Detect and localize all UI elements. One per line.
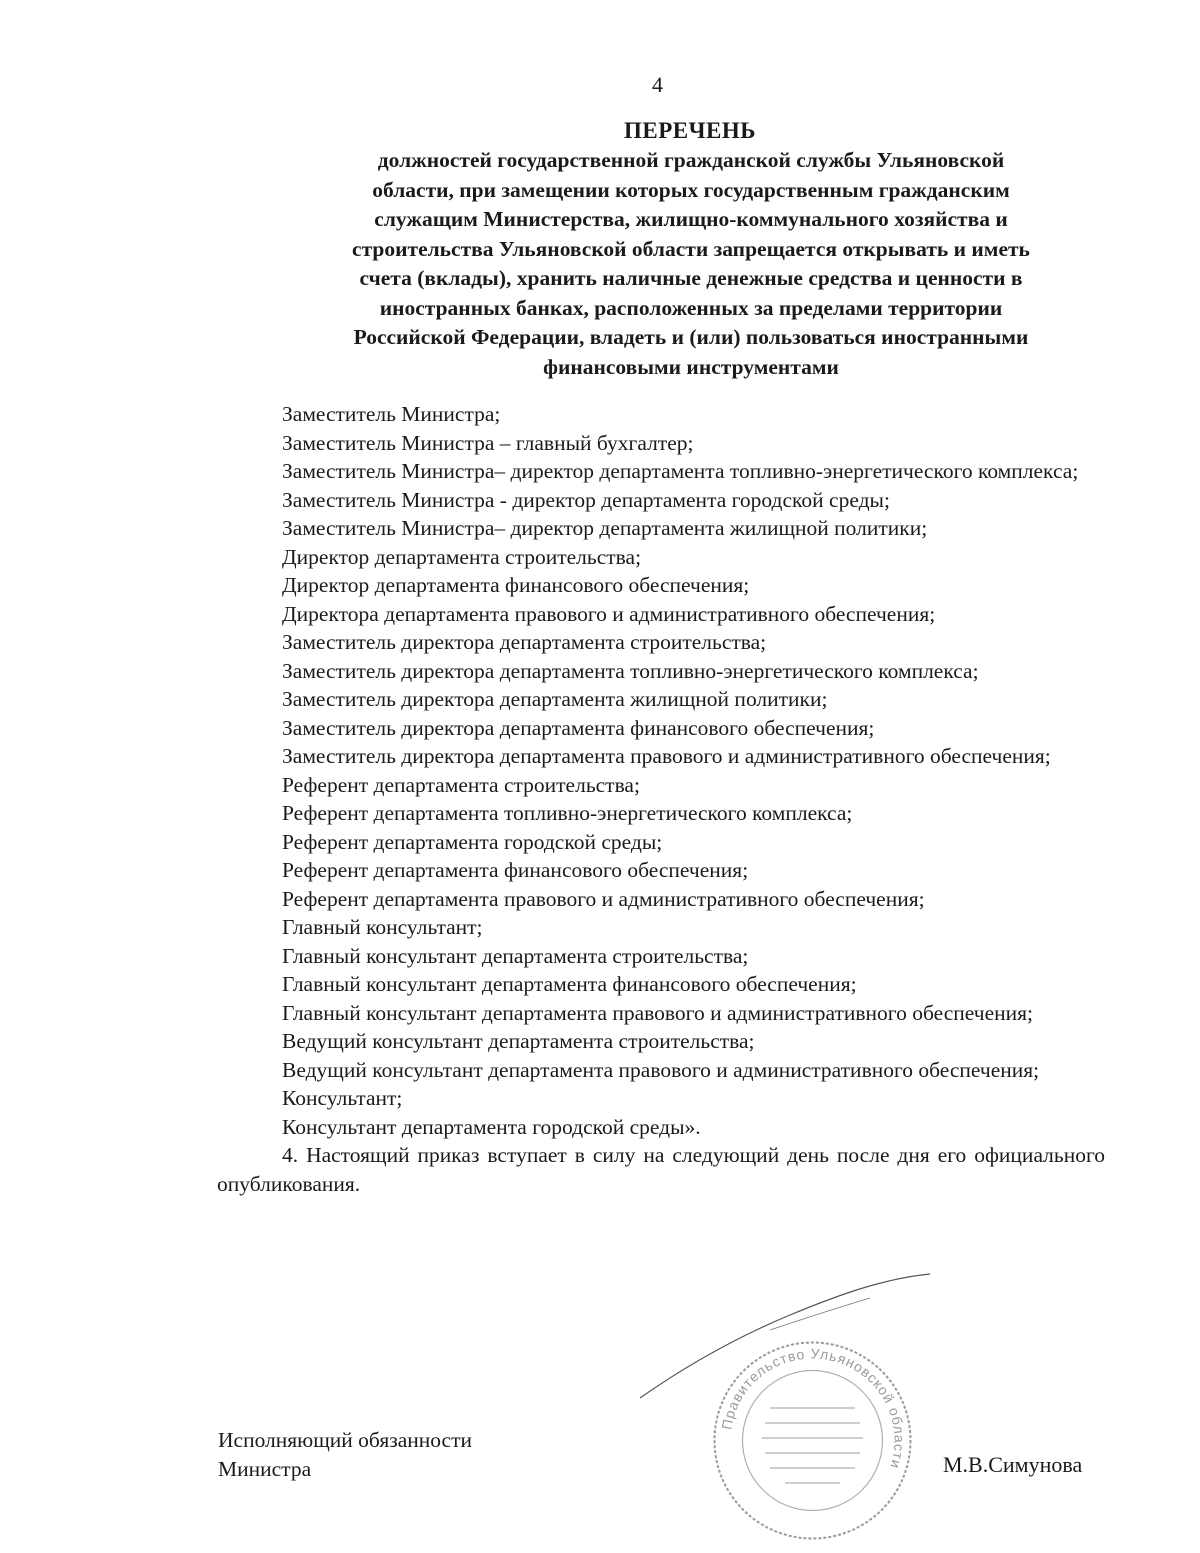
position-item: Ведущий консультант департамента строительства; <box>282 1029 755 1053</box>
position-item: Заместитель директора департамента топливно-энергетического комплекса; <box>282 658 979 683</box>
subtitle-line: должностей государственной гражданской службы Ульяновской <box>377 148 1005 172</box>
position-item: Заместитель Министра – главный бухгалтер; <box>282 430 694 455</box>
position-item: Директор департамента финансового обеспечения; <box>282 573 750 597</box>
position-item: Консультант; <box>282 1086 403 1110</box>
position-item: Главный консультант департамента строительства; <box>282 943 749 968</box>
position-item: Референт департамента строительства; <box>282 772 640 797</box>
document-title: ПЕРЕЧЕНЬ <box>624 118 756 143</box>
document-subtitle <box>270 146 1112 382</box>
position-item: Главный консультант департамента финансового обеспечения; <box>282 972 857 996</box>
position-item: Референт департамента правового и административного обеспечения; <box>282 886 925 911</box>
position-item: Ведущий консультант департамента правового и административного обеспечения; <box>282 1057 1040 1082</box>
position-item: Консультант департамента городской среды». <box>282 1114 701 1139</box>
signature-role-line: Исполняющий обязанности <box>218 1428 472 1452</box>
position-item: Референт департамента городской среды; <box>282 829 663 854</box>
subtitle-line: счета (вклады), хранить наличные денежные средства и ценности в <box>359 266 1023 290</box>
signature-role <box>218 1426 472 1484</box>
signature-role-line: Министра <box>218 1457 312 1481</box>
subtitle-line: иностранных банках, расположенных за пределами территории <box>379 295 1003 320</box>
position-item: Директора департамента правового и административного обеспечения; <box>282 601 936 626</box>
subtitle-line: служащим Министерства, жилищно-коммунального хозяйства и <box>374 207 1008 231</box>
position-item: Заместитель директора департамента правового и административного обеспечения; <box>282 744 1051 768</box>
official-seal <box>710 1338 915 1543</box>
position-item: Заместитель Министра; <box>282 402 501 426</box>
subtitle-line: Российской Федерации, владеть и (или) пользоваться иностранными <box>353 325 1029 349</box>
signatory-name: М.В.Симунова <box>943 1452 1083 1477</box>
position-item: Референт департамента финансового обеспечения; <box>282 858 749 882</box>
position-item: Главный консультант; <box>282 915 483 939</box>
position-item: Референт департамента топливно-энергетического комплекса; <box>282 801 853 825</box>
positions-list <box>217 400 1105 1198</box>
position-item: Заместитель директора департамента финансового обеспечения; <box>282 715 875 740</box>
position-item: Главный консультант департамента правового и административного обеспечения; <box>282 1000 1033 1025</box>
position-item: Заместитель Министра - директор департамента городской среды; <box>282 487 890 512</box>
subtitle-line: области, при замещении которых государственным гражданским <box>372 177 1010 202</box>
closing-clause: 4. Настоящий приказ вступает в силу на следующий день после дня его официального опубликования. <box>217 1143 1105 1196</box>
position-item: Заместитель директора департамента жилищной политики; <box>282 687 828 711</box>
seal-text: Правительство Ульяновской области <box>718 1345 908 1472</box>
position-item: Заместитель Министра– директор департамента топливно-энергетического комплекса; <box>282 459 1079 483</box>
subtitle-line: строительства Ульяновской области запрещается открывать и иметь <box>352 236 1030 261</box>
position-item: Заместитель Министра– директор департамента жилищной политики; <box>282 516 928 540</box>
subtitle-line: финансовыми инструментами <box>543 354 839 379</box>
page-number: 4 <box>652 72 663 97</box>
position-item: Заместитель директора департамента строительства; <box>282 630 767 654</box>
position-item: Директор департамента строительства; <box>282 544 642 569</box>
